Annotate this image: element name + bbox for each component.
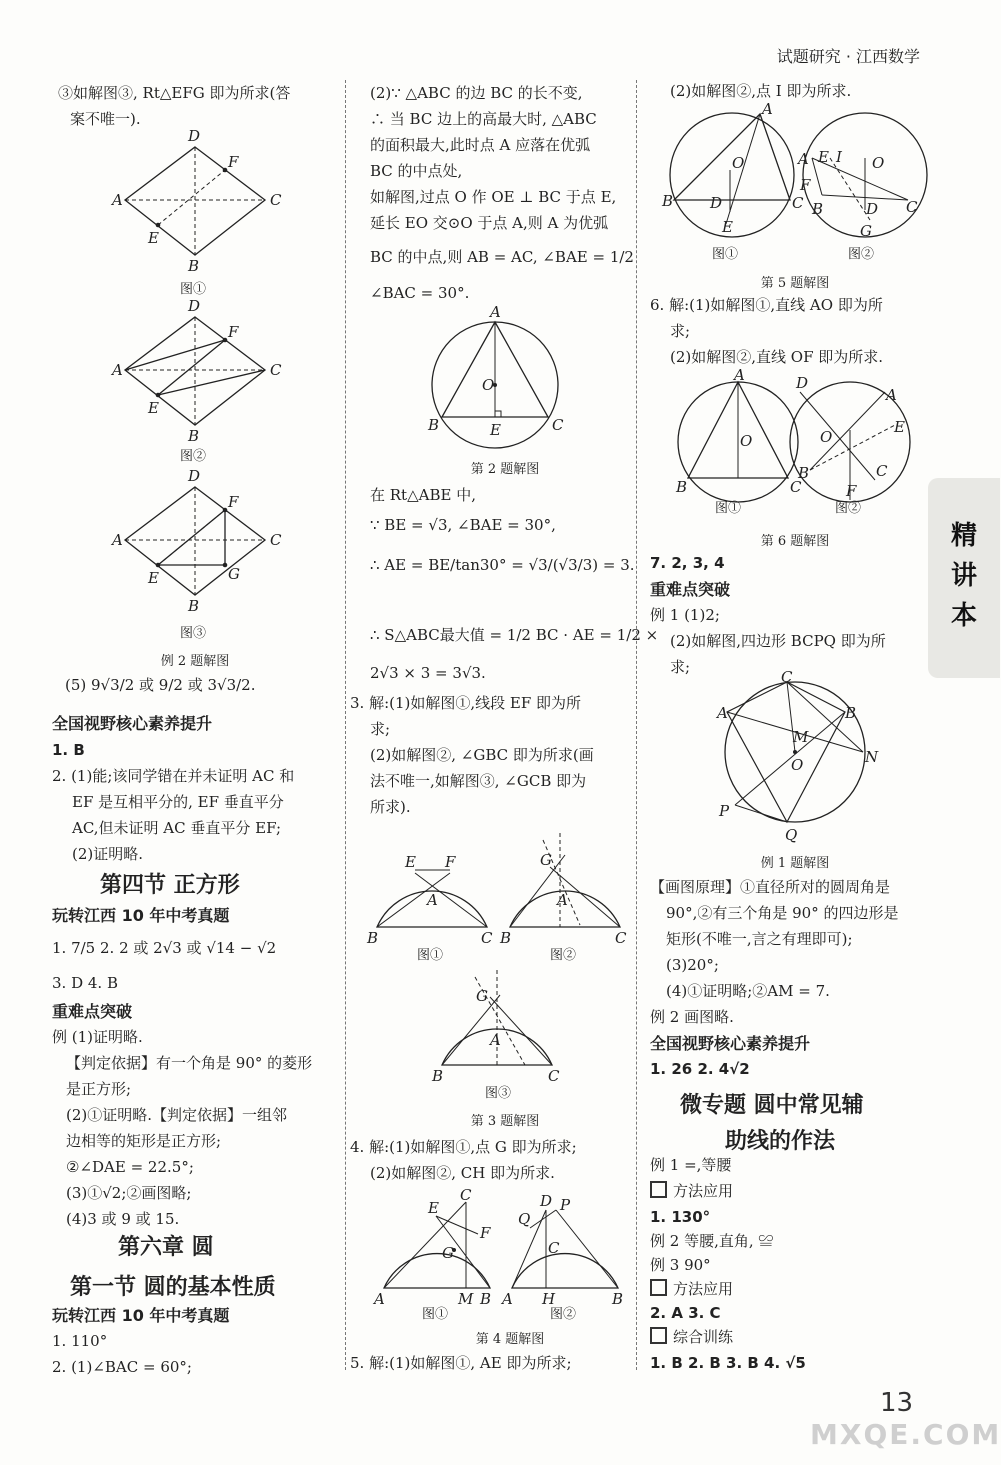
- answer-line: 例 3 90°: [650, 1256, 711, 1274]
- svg-text:B: B: [188, 597, 200, 615]
- text-line: 2√3 × 3 = 3√3.: [370, 664, 486, 682]
- svg-text:B: B: [367, 929, 379, 947]
- svg-text:A: A: [557, 891, 568, 909]
- svg-text:C: C: [270, 361, 282, 379]
- figure-caption: 图②: [550, 948, 577, 963]
- svg-text:F: F: [800, 176, 811, 194]
- section-heading: 全国视野核心素养提升: [52, 714, 213, 733]
- chapter-title: 第六章 圆: [118, 1235, 214, 1260]
- svg-text:D: D: [188, 467, 201, 485]
- circle-figures-q5: [660, 100, 930, 265]
- svg-text:A: A: [112, 191, 123, 209]
- figure-caption: 第 4 题解图: [475, 1332, 545, 1347]
- text-line: (2)∵ △ABC 的边 BC 的长不变,: [370, 84, 583, 102]
- svg-text:O: O: [732, 154, 745, 172]
- svg-text:B: B: [480, 1290, 492, 1308]
- text-line: BC 的中点,则 AB = AC, ∠BAE = 1/2: [370, 248, 634, 266]
- text-line: ∠BAC = 30°.: [370, 284, 470, 302]
- svg-text:Q: Q: [785, 826, 798, 844]
- method-label: 方法应用: [673, 1182, 734, 1200]
- svg-text:F: F: [480, 1224, 491, 1242]
- svg-text:D: D: [188, 297, 201, 315]
- svg-text:C: C: [548, 1067, 560, 1085]
- svg-text:C: C: [481, 929, 493, 947]
- svg-text:C: C: [781, 668, 793, 686]
- svg-text:D: D: [540, 1192, 553, 1210]
- svg-text:A: A: [112, 361, 123, 379]
- answer-line: (3)20°;: [666, 956, 719, 974]
- svg-text:A: A: [490, 1031, 501, 1049]
- svg-text:I: I: [836, 148, 842, 166]
- method-label: 综合训练: [673, 1328, 734, 1346]
- text-line: ③如解图③, Rt△EFG 即为所求(答: [58, 84, 291, 102]
- svg-text:F: F: [228, 493, 239, 511]
- figure-caption: 图①: [712, 247, 739, 262]
- text-line: ∵ BE = √3, ∠BAE = 30°,: [370, 516, 556, 534]
- svg-text:F: F: [846, 482, 857, 500]
- rhombus-figure-2: [100, 295, 290, 465]
- svg-text:A: A: [734, 366, 745, 384]
- svg-text:C: C: [552, 416, 564, 434]
- svg-text:E: E: [148, 569, 159, 587]
- figure-caption: 图①: [715, 501, 742, 516]
- svg-text:B: B: [432, 1067, 444, 1085]
- svg-text:B: B: [188, 257, 200, 275]
- svg-text:B: B: [662, 192, 674, 210]
- answer-line: 6. 解:(1)如解图①,直线 AO 即为所: [650, 296, 883, 314]
- tab-char-2: 讲: [950, 561, 977, 591]
- answer-line: 7. 2, 3, 4: [650, 554, 725, 572]
- figure-caption: 第 5 题解图: [760, 276, 830, 291]
- answer-line: 边相等的矩形是正方形;: [66, 1132, 222, 1150]
- svg-text:E: E: [148, 229, 159, 247]
- svg-text:D: D: [796, 374, 809, 392]
- svg-text:A: A: [427, 891, 438, 909]
- answer-line: 法不唯一,如解图③, ∠GCB 即为: [370, 772, 587, 790]
- answer-line: (2)①证明略.【判定依据】一组邻: [66, 1106, 288, 1124]
- svg-text:Q: Q: [518, 1210, 531, 1228]
- semicircle-figures-q3: [365, 825, 635, 965]
- svg-text:G: G: [442, 1244, 454, 1262]
- figure-caption: 第 6 题解图: [760, 534, 830, 549]
- svg-text:C: C: [460, 1186, 472, 1204]
- answer-line: 2. (1)能;该同学错在并未证明 AC 和: [52, 767, 295, 785]
- text-line: ∴ S△ABC最大值 = 1/2 BC · AE = 1/2 ×: [370, 626, 659, 644]
- svg-text:E: E: [490, 421, 501, 439]
- svg-text:A: A: [886, 386, 897, 404]
- svg-text:C: C: [792, 194, 804, 212]
- svg-text:E: E: [818, 148, 829, 166]
- micro-topic-title: 微专题 圆中常见辅: [680, 1093, 864, 1118]
- text-line: 延长 EO 交⊙O 于点 A,则 A 为优弧: [370, 214, 609, 232]
- answer-line: 例 1 (1)2;: [650, 606, 720, 624]
- subsection-heading: 玩转江西 10 年中考真题: [52, 906, 230, 925]
- svg-text:E: E: [148, 399, 159, 417]
- answer-line: (2)如解图,四边形 BCPQ 即为所: [670, 632, 886, 650]
- figure-caption: 图②: [550, 1307, 577, 1322]
- svg-text:C: C: [906, 198, 918, 216]
- svg-text:C: C: [270, 191, 282, 209]
- checkbox-icon: [650, 1279, 667, 1296]
- text-line: (2)如解图②,点 I 即为所求.: [670, 82, 852, 100]
- rhombus-figure-1: [100, 125, 290, 300]
- svg-text:D: D: [710, 194, 723, 212]
- svg-text:O: O: [872, 154, 885, 172]
- figure-caption: 第 3 题解图: [470, 1114, 540, 1129]
- svg-text:A: A: [798, 150, 809, 168]
- svg-text:E: E: [428, 1199, 439, 1217]
- answer-line: 所求).: [370, 798, 411, 816]
- method-heading: [650, 1276, 733, 1303]
- answer-line: 90°,②有三个角是 90° 的四边形是: [666, 904, 899, 922]
- answer-line: (2)证明略.: [72, 845, 144, 863]
- svg-text:B: B: [188, 427, 200, 445]
- figure-caption: 图②: [835, 501, 862, 516]
- svg-text:C: C: [790, 478, 802, 496]
- svg-text:O: O: [482, 376, 495, 394]
- answer-line: AC,但未证明 AC 垂直平分 EF;: [72, 819, 282, 837]
- page-header: 试题研究 · 江西数学: [776, 47, 920, 66]
- answer-line: 1. 26 2. 4√2: [650, 1060, 750, 1078]
- svg-text:A: A: [502, 1290, 513, 1308]
- answer-5: (5) 9√3/2 或 9/2 或 3√3/2.: [65, 676, 256, 694]
- svg-text:C: C: [615, 929, 627, 947]
- answer-line: 是正方形;: [66, 1080, 132, 1098]
- svg-text:C: C: [876, 462, 888, 480]
- page-number: 13: [880, 1388, 914, 1418]
- svg-text:N: N: [865, 748, 879, 766]
- answer-line: (2)如解图②, CH 即为所求.: [370, 1164, 555, 1182]
- subsection-heading: 重难点突破: [52, 1002, 133, 1021]
- answer-line: 1. 130°: [650, 1208, 711, 1226]
- svg-text:B: B: [845, 704, 857, 722]
- svg-text:A: A: [762, 100, 773, 118]
- answer-line: 1. B: [52, 741, 85, 759]
- circle-figure-example1: [715, 668, 879, 850]
- answer-line: 1. B 2. B 3. B 4. √5: [650, 1354, 806, 1372]
- tab-char-3: 本: [950, 601, 977, 631]
- svg-text:M: M: [793, 728, 809, 746]
- semicircle-figures-q4: [370, 1188, 632, 1320]
- svg-text:B: B: [612, 1290, 624, 1308]
- figure-caption: 图①: [417, 948, 444, 963]
- svg-text:B: B: [676, 478, 688, 496]
- svg-text:B: B: [500, 929, 512, 947]
- svg-text:B: B: [798, 464, 810, 482]
- text-line: 的面积最大,此时点 A 应落在优弧: [370, 136, 591, 154]
- svg-text:P: P: [719, 802, 730, 820]
- circle-triangle-figure: [420, 305, 590, 455]
- answer-line: 5. 解:(1)如解图①, AE 即为所求;: [350, 1354, 572, 1372]
- svg-text:O: O: [740, 432, 753, 450]
- answer-line: 4. 解:(1)如解图①,点 G 即为所求;: [350, 1138, 577, 1156]
- svg-text:G: G: [860, 222, 872, 240]
- checkbox-icon: [650, 1181, 667, 1198]
- svg-text:C: C: [270, 531, 282, 549]
- answer-line: 2. (1)∠BAC = 60°;: [52, 1358, 192, 1376]
- micro-topic-title: 助线的作法: [725, 1129, 836, 1154]
- answer-line: 2. A 3. C: [650, 1304, 721, 1322]
- svg-text:O: O: [820, 428, 833, 446]
- svg-text:A: A: [112, 531, 123, 549]
- figure-caption: 例 1 题解图: [760, 856, 830, 871]
- svg-text:F: F: [228, 153, 239, 171]
- answer-line: EF 是互相平分的, EF 垂直平分: [72, 793, 284, 811]
- column-divider-2: [636, 80, 637, 1370]
- svg-text:C: C: [548, 1239, 560, 1257]
- checkbox-icon: [650, 1327, 667, 1344]
- text-line: ∴ 当 BC 边上的高最大时, △ABC: [370, 110, 597, 128]
- text-line: ∴ AE = BE/tan30° = √3/(√3/3) = 3.: [370, 556, 635, 574]
- svg-text:F: F: [445, 853, 456, 871]
- svg-text:G: G: [540, 851, 552, 869]
- text-line: 在 Rt△ABE 中,: [370, 486, 476, 504]
- answer-line: 例 (1)证明略.: [52, 1028, 143, 1046]
- method-heading: [650, 1178, 733, 1205]
- method-heading: [650, 1324, 733, 1351]
- answer-line: 矩形(不唯一,言之有理即可);: [666, 930, 853, 948]
- answer-line: (2)如解图②,直线 OF 即为所求.: [670, 348, 884, 366]
- watermark: MXQE.COM: [810, 1418, 1001, 1451]
- semicircle-figure-q3-3: [430, 965, 580, 1105]
- figure-caption: 第 2 题解图: [470, 462, 540, 477]
- answer-line: 1. 7/5 2. 2 或 2√3 或 √14 − √2: [52, 939, 277, 957]
- method-label: 方法应用: [673, 1280, 734, 1298]
- answer-line: 求;: [370, 720, 391, 738]
- svg-text:E: E: [894, 418, 905, 436]
- svg-text:O: O: [791, 756, 804, 774]
- svg-text:G: G: [228, 565, 240, 583]
- figure-caption: 图①: [180, 282, 207, 297]
- svg-text:E: E: [405, 853, 416, 871]
- text-line: 如解图,过点 O 作 OE ⊥ BC 于点 E,: [370, 188, 617, 206]
- section-title: 第四节 正方形: [100, 873, 240, 898]
- text-line: 案不唯一).: [70, 110, 141, 128]
- tab-char-1: 精: [950, 521, 977, 551]
- answer-line: ②∠DAE = 22.5°;: [66, 1158, 194, 1176]
- answer-line: 【画图原理】①直径所对的圆周角是: [650, 878, 891, 896]
- svg-text:D: D: [188, 127, 201, 145]
- svg-text:A: A: [490, 303, 501, 321]
- svg-text:E: E: [722, 218, 733, 236]
- section-tab: [928, 478, 1000, 678]
- svg-text:H: H: [542, 1290, 556, 1308]
- circle-figures-q6: [670, 366, 920, 520]
- svg-text:B: B: [428, 416, 440, 434]
- answer-line: 例 2 画图略.: [650, 1008, 734, 1026]
- answer-line: 3. D 4. B: [52, 974, 118, 992]
- answer-line: (4)3 或 9 或 15.: [66, 1210, 180, 1228]
- figure-caption: 图①: [422, 1307, 449, 1322]
- answer-line: 例 2 等腰,直角, ≌: [650, 1232, 774, 1250]
- text-line: BC 的中点处,: [370, 162, 463, 180]
- svg-text:F: F: [228, 323, 239, 341]
- svg-text:P: P: [560, 1196, 571, 1214]
- figure-caption: 图②: [180, 449, 207, 464]
- svg-text:D: D: [866, 200, 879, 218]
- svg-text:B: B: [812, 200, 824, 218]
- answer-line: (4)①证明略;②AM = 7.: [666, 982, 830, 1000]
- svg-text:M: M: [458, 1290, 474, 1308]
- answer-line: (3)①√2;②画图略;: [66, 1184, 192, 1202]
- svg-text:G: G: [476, 987, 488, 1005]
- section-title: 第一节 圆的基本性质: [70, 1275, 276, 1300]
- example-caption: 例 2 题解图: [160, 654, 230, 669]
- answer-line: 求;: [670, 322, 691, 340]
- answer-line: 3. 解:(1)如解图①,线段 EF 即为所: [350, 694, 582, 712]
- figure-caption: 图③: [180, 626, 207, 641]
- svg-text:A: A: [374, 1290, 385, 1308]
- rhombus-figure-3: [100, 465, 290, 640]
- answer-line: (2)如解图②, ∠GBC 即为所求(画: [370, 746, 594, 764]
- svg-text:A: A: [717, 704, 728, 722]
- answer-line: 1. 110°: [52, 1332, 108, 1350]
- figure-caption: 图③: [485, 1086, 512, 1101]
- subsection-heading: 重难点突破: [650, 580, 731, 599]
- figure-caption: 图②: [848, 247, 875, 262]
- subsection-heading: 玩转江西 10 年中考真题: [52, 1306, 230, 1325]
- answer-line: 求;: [670, 658, 691, 676]
- section-heading: 全国视野核心素养提升: [650, 1034, 811, 1053]
- answer-line: 例 1 =,等腰: [650, 1156, 732, 1174]
- answer-line: 【判定依据】有一个角是 90° 的菱形: [66, 1054, 313, 1072]
- column-divider-1: [345, 80, 346, 1370]
